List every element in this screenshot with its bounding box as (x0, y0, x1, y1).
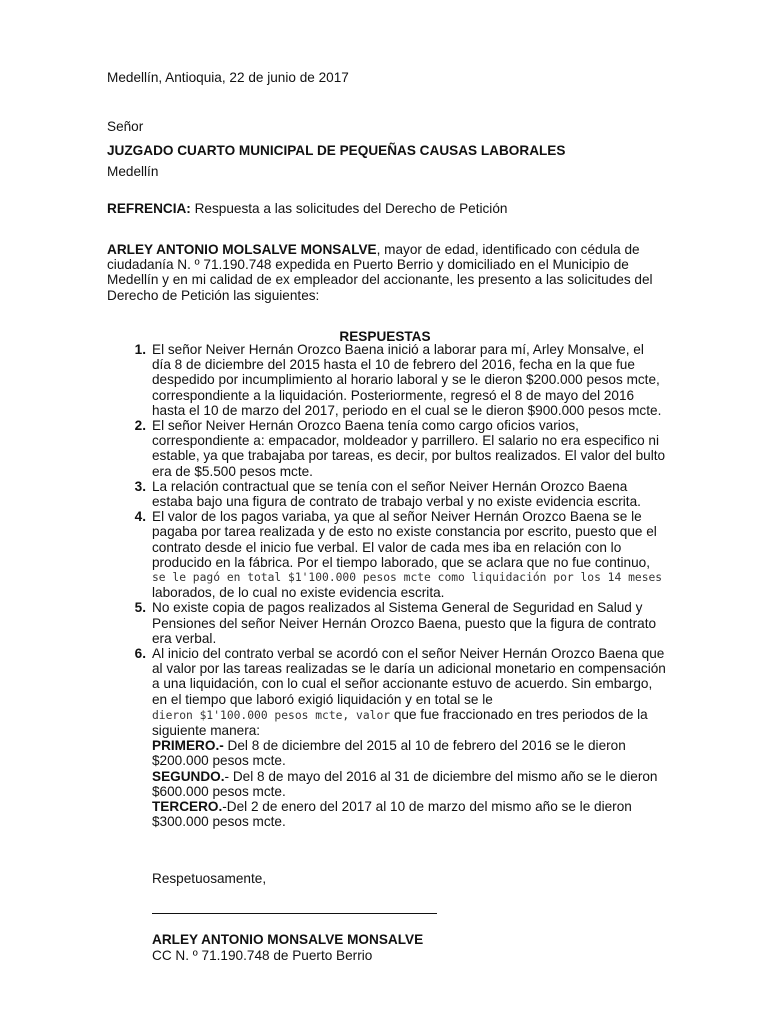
responses-list (134, 342, 666, 830)
recipient-city: Medellín (107, 164, 159, 179)
intro-name: ARLEY ANTONIO MOLSALVE MONSALVE (107, 242, 377, 257)
intro-paragraph (107, 242, 663, 303)
period-text: Del 8 de diciembre del 2015 al 10 de febrero del 2016 se le dieron $200.000 pesos mcte. (152, 738, 626, 769)
item-text: El valor de los pagos variaba, ya que al señor Neiver Hernán Orozco Baena se le pagaba por tarea realizada y de esto no existe constancia por escrito, puesto que el contrato desde el inicio fue verbal. El valor de cada mes iba en relación con lo producido en la fábrica. Por el tiempo laborado, que se aclara que no fue continuo, (152, 509, 657, 570)
item-text-inserted: se le pagó en total $1'100.000 pesos mcte como liquidación por los 14 meses (152, 571, 663, 585)
period-text: -Del 2 de enero del 2017 al 10 de marzo del mismo año se le dieron $300.000 pesos mcte. (152, 799, 632, 830)
item-text-line (152, 707, 666, 738)
list-item (134, 509, 666, 601)
period-third (152, 799, 666, 829)
reference-line (107, 201, 663, 216)
intro-text: , mayor de edad, identificado con cédula de ciudadanía N. º 71.190.748 expedida en Puerto Berrio y domiciliado en el Municipio de Medellín y en mi calidad de ex empleador del accionante, les presento a las solicitudes del Derecho de Petición las siguientes: (107, 242, 653, 303)
reference-label: REFRENCIA: (107, 201, 191, 216)
list-item (134, 342, 666, 418)
item-text: Al inicio del contrato verbal se acordó con el señor Neiver Hernán Orozco Baena que al valor por las tareas realizadas se le daría un adicional monetario en compensación a una liquidación, con lo cual el señor accionante estuvo de acuerdo. Sin embargo, en el tiempo que laboró exigió liquidación y en total se le (152, 646, 666, 707)
period-text: - Del 8 de mayo del 2016 al 31 de diciembre del mismo año se le dieron $600.000 pesos mcte. (152, 768, 658, 799)
item-number: 2. (134, 418, 146, 434)
period-label: SEGUNDO. (152, 768, 225, 784)
item-number: 6. (134, 646, 146, 662)
item-number: 3. (134, 478, 146, 494)
date-line: Medellín, Antioquia, 22 de junio de 2017 (107, 70, 349, 85)
section-title: RESPUESTAS (339, 328, 431, 344)
closing: Respetuosamente, (152, 870, 267, 886)
item-text: que fue fraccionado en tres periodos de la siguiente manera: (152, 706, 648, 739)
signature-line (152, 913, 437, 914)
recipient-name: JUZGADO CUARTO MUNICIPAL DE PEQUEÑAS CAUSAS LABORALES (107, 143, 566, 158)
item-number: 1. (134, 342, 146, 357)
list-item (134, 646, 666, 830)
item-number: 4. (134, 509, 146, 525)
item-text-inserted: dieron $1'100.000 pesos mcte, valor (152, 708, 391, 722)
item-text: laborados, de lo cual no existe evidencia escrita. (152, 585, 445, 601)
item-text: La relación contractual que se tenía con el señor Neiver Hernán Orozco Baena estaba bajo una figura de contrato de trabajo verbal y no existe evidencia escrita. (152, 478, 641, 510)
list-item (134, 600, 666, 646)
period-second (152, 769, 666, 799)
reference-text: Respuesta a las solicitudes del Derecho de Petición (190, 201, 508, 216)
list-item (134, 478, 666, 510)
period-label: PRIMERO.- (152, 738, 224, 754)
period-label: TERCERO. (152, 799, 223, 815)
salutation: Señor (107, 119, 144, 134)
item-text: El señor Neiver Hernán Orozco Baena inició a laborar para mí, Arley Monsalve, el día 8 de diciembre del 2015 hasta el 10 de febrero del 2016, fecha en la que fue despedido por incumplimiento al horario laboral y se le dieron $200.000 pesos mcte, correspondiente a la liquidación. Posteriormente, regresó el 8 de mayo del 2016 hasta el 10 de marzo del 2017, periodo en el cual se le dieron $900.000 pesos mcte. (152, 342, 662, 418)
period-first (152, 738, 666, 768)
item-number: 5. (134, 600, 146, 616)
list-item (134, 418, 666, 479)
signer-id: CC N. º 71.190.748 de Puerto Berrio (152, 947, 373, 963)
signer-name: ARLEY ANTONIO MONSALVE MONSALVE (152, 931, 424, 947)
item-text: No existe copia de pagos realizados al Sistema General de Seguridad en Salud y Pensiones del señor Neiver Hernán Orozco Baena, puesto que la figura de contrato era verbal. (152, 600, 657, 646)
item-text: El señor Neiver Hernán Orozco Baena tenía como cargo oficios varios, correspondiente a: empacador, moldeador y parrillero. El salario no era especifico ni estable, ya que trabajaba por tareas, es decir, por bultos realizados. El valor del bulto era de $5.500 pesos mcte. (152, 418, 666, 479)
